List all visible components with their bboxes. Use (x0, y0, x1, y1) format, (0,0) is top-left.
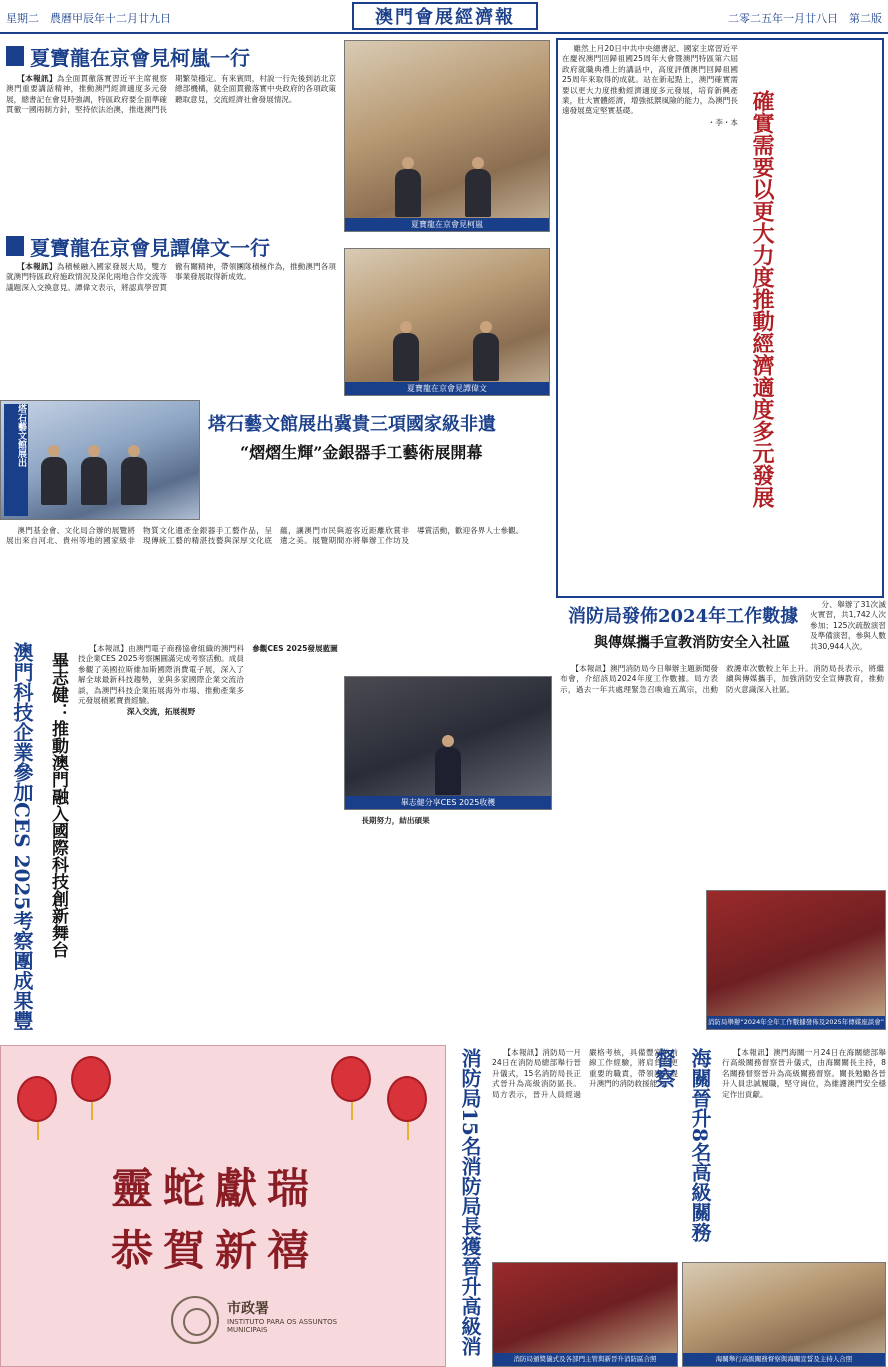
date-issue: 二零二五年一月廿八日 第二版 (728, 12, 882, 25)
headline-marker (6, 46, 24, 66)
article1-caption: 夏寶龍在京會見柯嵐 (345, 218, 549, 231)
article5-headline: 畢志健：推動澳門融入國際科技創新舞台 (48, 652, 68, 958)
lantern-icon (71, 1056, 111, 1102)
article1-body: 【本報訊】為全面貫徹落實習近平主席視察澳門重要講話精神，推動澳門經濟適度多元發展，總書記在會見時強調，特區政府要全面準確貫徹一國兩制方針，堅持依法治澳，推進澳門長期繁榮穩定。有來賓問，村說一行先後到訪北京總部機構，就全面貫徹落實中央政府的各項政策聽取意見，交流經濟社會發展情況。 (6, 74, 336, 115)
editorial-body-right (786, 44, 880, 592)
article4-side: 分、舉辦了31次滅火實習，共1,742人次參加；125次疏散演習及準備演習，參與人數共30,944人次。 (810, 600, 886, 651)
article7-caption: 海關舉行高級關務督察與海關宣誓及主持人合照 (683, 1353, 885, 1366)
article1-photo (344, 40, 550, 232)
headline-marker (6, 236, 24, 256)
article2-body: 【本報訊】為積極融入國家發展大局，雙方就澳門特區政府施政情況及深化兩地合作交流等議題深入交換意見。譚偉文表示，將認真學習貫徹有關精神，帶領團隊積極作為，推動澳門各項事業發展取得新成效。 (6, 262, 336, 292)
article7-body: 【本報訊】澳門海關一月24日在海關總部舉行高級關務督察晉升儀式，由海關關長主持，8名關務督察晉升為高級關務督察。關長勉勵各晉升人員忠誠履職，堅守崗位，為維護澳門安全穩定作出貢獻。 (722, 1048, 886, 1099)
lantern-icon (331, 1056, 371, 1102)
article5-caption: 畢志健分享CES 2025收穫 (345, 796, 551, 809)
article6-caption: 消防局頒獎儀式及各部門主管與新晉升消防區合照 (493, 1353, 677, 1366)
article4-photo (706, 890, 886, 1030)
article4-body: 【本報訊】澳門消防局今日舉辦主題新聞發布會，介紹該局2024年度工作數據。局方表示，過去一年共處理緊急召喚逾五萬宗，出動救護車次數較上年上升。消防局長表示，將繼續與傳媒攜手，加強消防安全宣傳教育，推動防火意識深入社區。 (560, 664, 884, 694)
article5-photo (344, 676, 552, 810)
article4-headline: 消防局發佈2024年工作數據 (568, 606, 799, 627)
article4-caption: 消防局舉辦“2024年全年工作數據發佈及2025年傳媒座談會” (707, 1016, 885, 1029)
article6-body: 【本報訊】消防局一月24日在消防局總部舉行晉升儀式，15名消防局長正式晉升為高級消防區長。局方表示，晉升人員經過嚴格考核，具備豐富的前線工作經驗，將肩負起更重要的職責，帶領團隊提升澳門的消防救援能力。 (492, 1048, 678, 1099)
article5-body-3: 長期努力，結出碩果 (361, 816, 430, 825)
article7-photo (682, 1262, 886, 1367)
ad-org-pt: INSTITUTO PARA OS ASSUNTOS MUNICIPAIS (227, 1318, 338, 1334)
article4-subhead: 與傳媒攜手宣教消防安全入社區 (594, 635, 790, 651)
article2-headline: 夏寶龍在京會見譚偉文一行 (30, 236, 270, 260)
article3-subhead: “熠熠生輝”金銀器手工藝術展開幕 (240, 443, 483, 462)
article5-vertical-title: 澳門科技企業參加CES 2025考察團成果豐 (10, 642, 34, 1031)
date-lunar: 星期二 農曆甲辰年十二月廿九日 (6, 12, 171, 25)
article6-vertical-title: 消防局15名消防局長獲晉升高級消 (458, 1048, 482, 1356)
lantern-icon (17, 1076, 57, 1122)
newspaper-title: 澳門會展經濟報 (352, 2, 538, 30)
lantern-icon (387, 1076, 427, 1122)
article3-side-caption: 塔石藝文館展出 (4, 404, 28, 516)
article3-body: 澳門基金會、文化局合辦的展覽將展出來自河北、貴州等地的國家級非物質文化遺產金銀器手工藝作品，呈現傳統工藝的精湛技藝與深厚文化底蘊，讓澳門市民與遊客近距離欣賞非遺之美。展覽期間亦將舉辦工作坊及導賞活動，歡迎各界人士參觀。 (6, 526, 524, 546)
ad-line-2: 恭賀新禧 (111, 1226, 320, 1275)
new-year-advertisement (0, 1045, 446, 1367)
article3-headline: 塔石藝文館展出冀貴三項國家級非遺 (208, 414, 496, 435)
article2-caption: 夏寶龍在京會見譚偉文 (345, 382, 549, 395)
article7-vertical-title: 海關晉升8名高級關務督察 (652, 1048, 712, 1242)
editorial-body: 雖然上月20日中共中央總書記、國家主席習近平在慶祝澳門回歸祖國25周年大會暨澳門特區第六屆政府就職典禮上的講話中，高度評價澳門回歸祖國25周年來取得的成就。站在新起點上，澳門確實需要以更大力度推動經濟適度多元發展，培育新興產業，壯大實體經濟，增強抵禦風險的能力，為澳門長遠發展奠定堅實基礎。 ・李・本 (562, 44, 738, 127)
ad-org-zh: 市政署 (227, 1301, 269, 1317)
masthead-bar (0, 0, 888, 34)
article3-photo (0, 400, 200, 520)
article6-photo (492, 1262, 678, 1367)
ad-line-1: 靈蛇獻瑞 (111, 1164, 320, 1213)
article5-body: 【本報訊】由澳門電子商務協會組織的澳門科技企業CES 2025考察團圓滿完成考察活動。成員參觀了美國拉斯維加斯國際消費電子展，深入了解全球最新科技趨勢，並與多家國際企業交流洽談，為澳門科技企業拓展海外市場、推動產業多元發展積累寶貴經驗。 深入交流，拓展視野 (78, 644, 244, 717)
article2-photo (344, 248, 550, 396)
article1-headline: 夏寶龍在京會見柯嵐一行 (30, 46, 250, 70)
article5-body-2: 參觀CES 2025發展藍圖 (252, 644, 338, 653)
iam-logo-icon (171, 1296, 219, 1344)
editorial-headline: 確實需要以更大力度推動經濟適度多元發展 (749, 90, 775, 508)
